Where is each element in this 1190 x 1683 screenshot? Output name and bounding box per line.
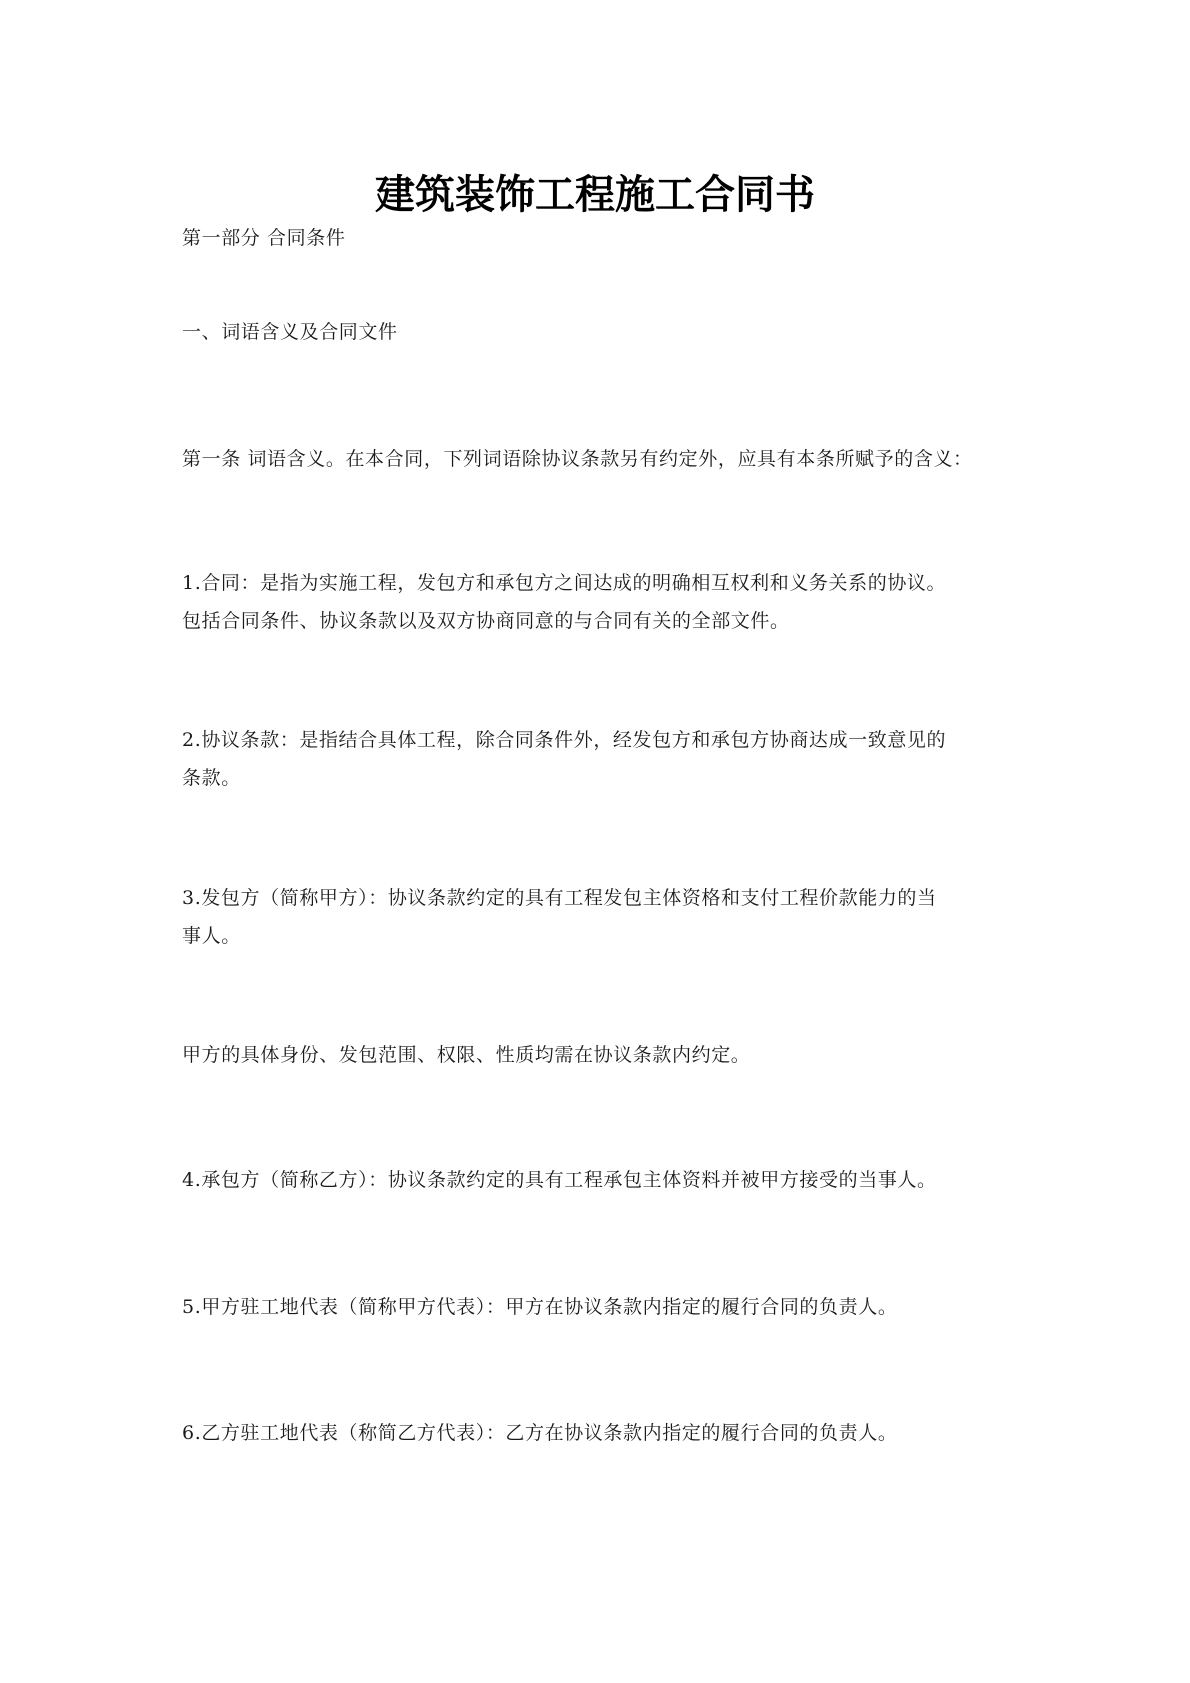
definition-line: 3.发包方（简称甲方）：协议条款约定的具有工程发包主体资格和支付工程价款能力的当 (182, 887, 937, 909)
definition-item-contractor-representative: 6.乙方驻工地代表（称简乙方代表）：乙方在协议条款内指定的履行合同的负责人。 (182, 1422, 898, 1444)
part-heading: 第一部分 合同条件 (182, 227, 346, 249)
definition-item-employer-representative: 5.甲方驻工地代表（简称甲方代表）：甲方在协议条款内指定的履行合同的负责人。 (182, 1296, 898, 1318)
definition-line: 1.合同：是指为实施工程，发包方和承包方之间达成的明确相互权利和义务关系的协议。 (182, 572, 947, 594)
employer-note: 甲方的具体身份、发包范围、权限、性质均需在协议条款内约定。 (182, 1044, 751, 1066)
article-1-definitions: 第一条 词语含义。在本合同，下列词语除协议条款另有约定外，应具有本条所赋予的含义： (182, 448, 973, 470)
definition-line: 条款。 (182, 767, 241, 789)
definition-line: 包括合同条件、协议条款以及双方协商同意的与合同有关的全部文件。 (182, 610, 790, 632)
definition-line: 事人。 (182, 925, 241, 947)
document-title: 建筑装饰工程施工合同书 (375, 171, 815, 218)
definition-item-contract (182, 564, 1022, 640)
definition-item-agreement-terms (182, 721, 1022, 797)
section-heading: 一、词语含义及合同文件 (182, 321, 398, 343)
definition-line: 2.协议条款：是指结合具体工程，除合同条件外，经发包方和承包方协商达成一致意见的 (182, 729, 947, 751)
definition-item-employer (182, 879, 1022, 955)
definition-item-contractor: 4.承包方（简称乙方）：协议条款约定的具有工程承包主体资料并被甲方接受的当事人。 (182, 1169, 937, 1191)
